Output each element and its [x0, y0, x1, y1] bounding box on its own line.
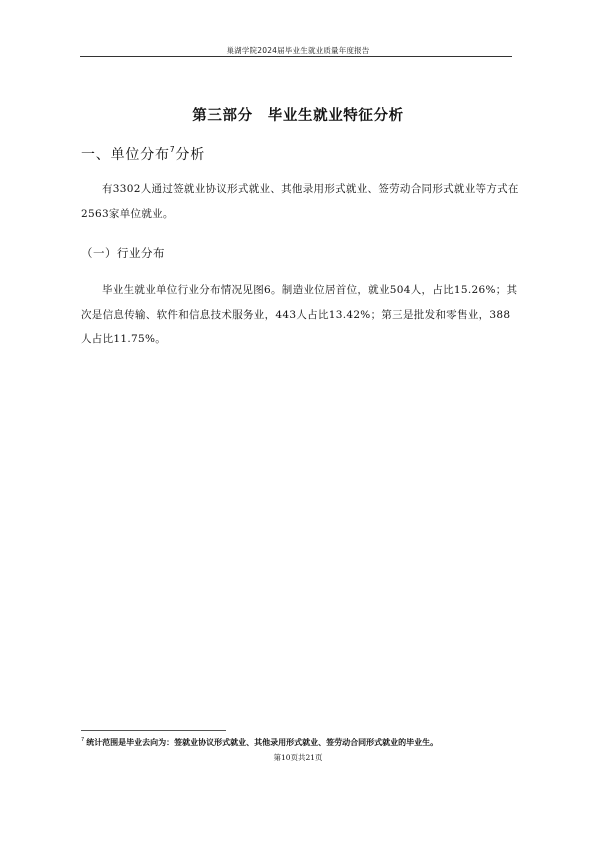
page-number: 第10页共21页	[273, 753, 323, 762]
footnote-text: 统计范围是毕业去向为：签就业协议形式就业、其他录用形式就业、签劳动合同形式就业的毕业生。	[86, 738, 439, 747]
footnote-marker: 7	[81, 737, 85, 743]
paragraph-industry-distribution: 毕业生就业单位行业分布情况见图6。制造业位居首位，就业504人，占比15.26%；其次是信息传输、软件和信息技术服务业，443人占比13.42%；第三是批发和零售业，388人占比11.75%。	[81, 284, 518, 345]
footnote	[81, 737, 438, 748]
industry-heading: （一）行业分布	[81, 246, 165, 260]
subsection-heading	[81, 144, 205, 164]
section-title: 第三部分 毕业生就业特征分析	[192, 108, 404, 124]
subsection-heading-text: 一、单位分布	[81, 147, 170, 163]
running-header: 巢湖学院2024届毕业生就业质量年度报告	[226, 46, 370, 55]
paragraph-unit-distribution: 有3302人通过签就业协议形式就业、其他录用形式就业、签劳动合同形式就业等方式在2563家单位就业。	[81, 183, 519, 220]
footnote-divider	[81, 730, 226, 731]
subsection-heading-suffix: 分析	[175, 147, 205, 163]
footnote-reference[interactable]: 7	[169, 145, 176, 154]
header-divider	[80, 56, 512, 57]
